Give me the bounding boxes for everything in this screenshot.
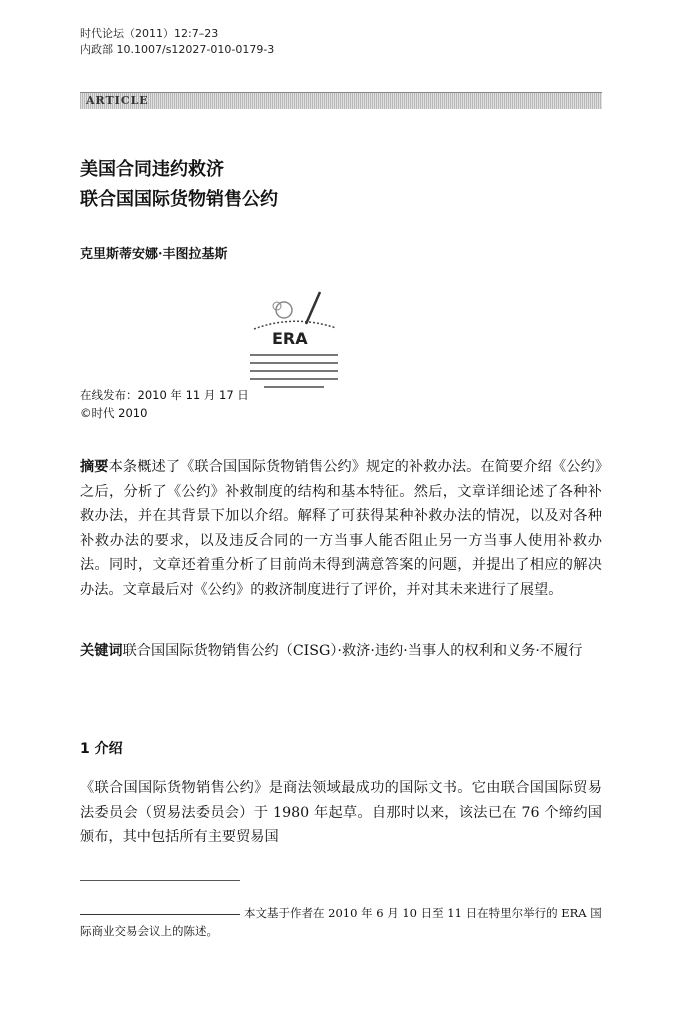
era-logo	[244, 284, 344, 402]
footnote-text: 本文基于作者在 2010 年 6 月 10 日至 11 日在特里尔举行的 ERA 国际商业交易会议上的陈述。	[80, 906, 602, 938]
title-line-2: 联合国国际货物销售公约	[80, 189, 278, 210]
footnote	[80, 904, 602, 940]
abstract	[80, 455, 602, 602]
journal-header	[80, 26, 274, 58]
author-name: 克里斯蒂安娜·丰图拉基斯	[80, 247, 228, 262]
intro-paragraph: 《联合国国际货物销售公约》是商法领域最成功的国际文书。它由联合国国际贸易法委员会（贸易法委员会）于 1980 年起草。自那时以来，该法已在 76 个缔约国颁布，其中包括所有主要贸易国	[80, 780, 602, 845]
footnote-separator	[80, 880, 240, 881]
copyright: ©时代 2010	[80, 406, 148, 420]
article-label: ARTICLE	[86, 94, 149, 107]
article-type-bar	[80, 92, 602, 109]
keywords-label: 关键词	[80, 643, 123, 659]
paper-title	[80, 155, 278, 215]
footnote-rule	[80, 914, 240, 915]
doi-line: 内政部 10.1007/s12027-010-0179-3	[80, 43, 275, 56]
keywords-text: 联合国国际货物销售公约（CISG）·救济·违约·当事人的权利和义务·不履行	[122, 643, 583, 659]
journal-citation: 时代论坛（2011）12:7–23	[80, 27, 219, 40]
era-logo-text: ERA	[272, 329, 308, 348]
publication-info	[80, 386, 249, 422]
abstract-text: 本条概述了《联合国国际货物销售公约》规定的补救办法。在简要介绍《公约》之后，分析了《公约》补救制度的结构和基本特征。然后，文章详细论述了各种补救办法，并在其背景下加以介绍。解释了可获得某种补救办法的情况，以及对各种补救办法的要求，以及违反合同的一方当事人能否阻止另一方当事人使用补救办法。同时，文章还着重分析了目前尚未得到满意答案的问题，并提出了相应的解决办法。文章最后对《公约》的救济制度进行了评价，并对其未来进行了展望。	[80, 459, 602, 598]
abstract-label: 摘要	[80, 459, 109, 475]
online-date: 在线发布：2010 年 11 月 17 日	[80, 388, 249, 402]
title-line-1: 美国合同违约救济	[80, 159, 224, 180]
section-heading-intro: 1 介绍	[80, 741, 123, 757]
keywords	[80, 632, 605, 670]
